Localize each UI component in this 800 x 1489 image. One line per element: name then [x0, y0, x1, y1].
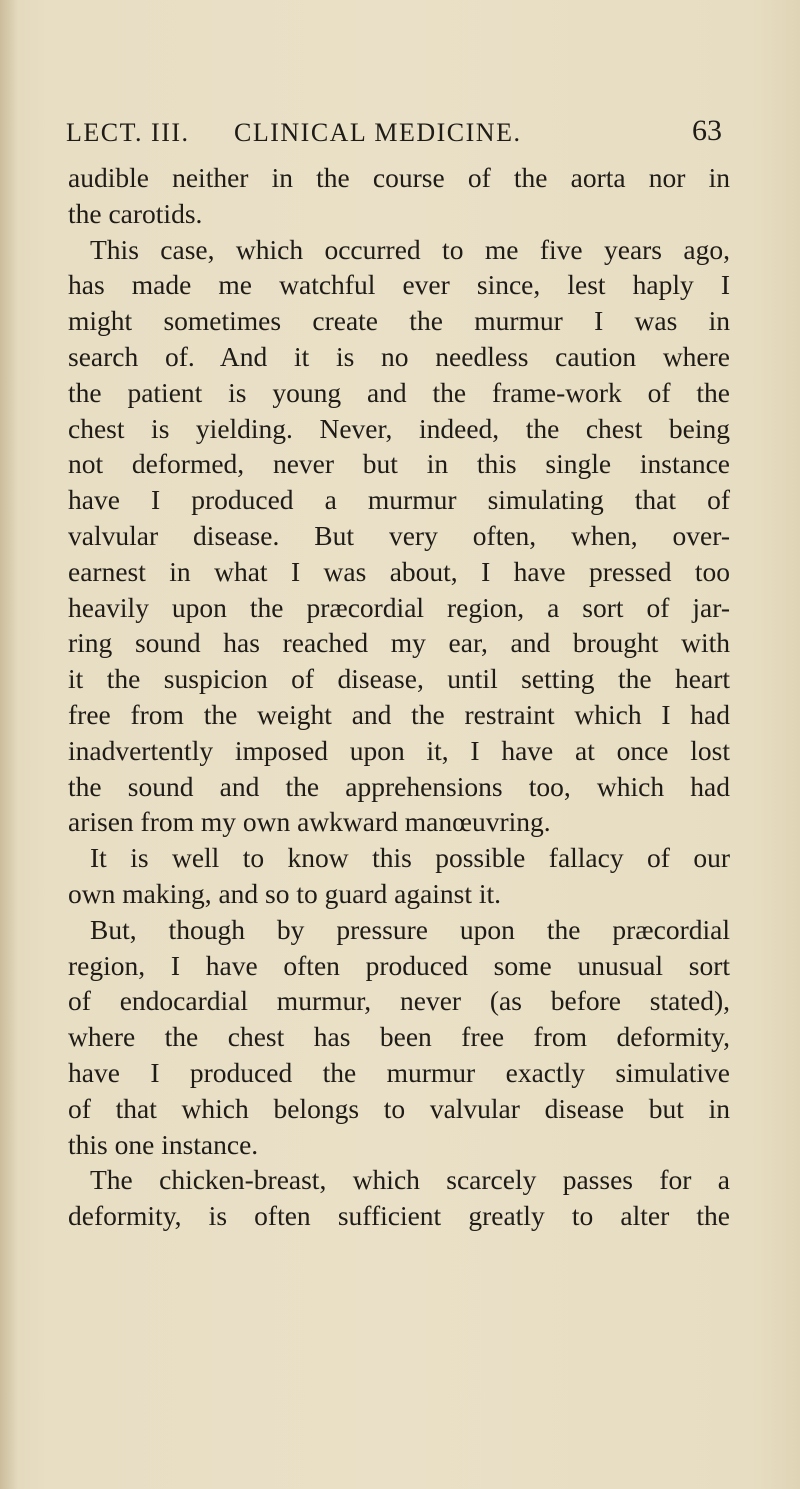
text-line: heavily upon the præcordial region, a sort of jar-: [68, 591, 730, 623]
text-line: The chicken-breast, which scarcely passes for a: [90, 1164, 730, 1196]
running-header: [66, 114, 734, 154]
text-line: where the chest has been free from deformity,: [68, 1021, 730, 1053]
text-line: the carotids.: [68, 197, 203, 229]
text-line: it the suspicion of disease, until setting the heart: [68, 663, 730, 695]
text-line: has made me watchful ever since, lest haply I: [68, 269, 730, 301]
text-line: arisen from my own awkward manœuvring.: [68, 806, 551, 838]
text-line: This case, which occurred to me five years ago,: [90, 233, 730, 265]
body-text: [68, 160, 730, 1234]
text-line: It is well to know this possible fallacy of our: [90, 842, 730, 874]
running-head-lecture: LECT. III.: [66, 118, 190, 147]
text-line: own making, and so to guard against it.: [68, 877, 502, 909]
text-line: of that which belongs to valvular disease but in: [68, 1092, 730, 1124]
text-line: deformity, is often sufficient greatly to alter the: [68, 1200, 730, 1232]
text-line: region, I have often produced some unusual sort: [68, 949, 730, 981]
text-line: audible neither in the course of the aorta nor in: [68, 162, 730, 193]
page-number: 63: [692, 114, 722, 147]
text-line: chest is yielding. Never, indeed, the chest being: [68, 412, 730, 444]
text-line: the sound and the apprehensions too, which had: [68, 770, 730, 802]
text-line: ring sound has reached my ear, and brought with: [68, 627, 730, 659]
text-line: inadvertently imposed upon it, I have at once lost: [68, 734, 730, 766]
text-line: have I produced a murmur simulating that of: [68, 484, 730, 516]
text-line: But, though by pressure upon the præcordial: [90, 913, 730, 945]
text-line: the patient is young and the frame-work of the: [68, 376, 730, 408]
text-line: might sometimes create the murmur I was in: [68, 305, 730, 337]
text-line: earnest in what I was about, I have pressed too: [68, 555, 730, 587]
text-line: not deformed, never but in this single instance: [68, 448, 730, 480]
text-line: search of. And it is no needless caution where: [68, 340, 730, 372]
text-line: valvular disease. But very often, when, over-: [68, 519, 730, 551]
text-line: of endocardial murmur, never (as before stated),: [68, 985, 730, 1017]
running-head-title: CLINICAL MEDICINE.: [234, 118, 522, 147]
text-line: free from the weight and the restraint which I had: [68, 698, 730, 730]
text-line: have I produced the murmur exactly simulative: [68, 1056, 730, 1088]
page-gutter-shadow: [0, 0, 18, 1489]
text-line: this one instance.: [68, 1128, 259, 1160]
